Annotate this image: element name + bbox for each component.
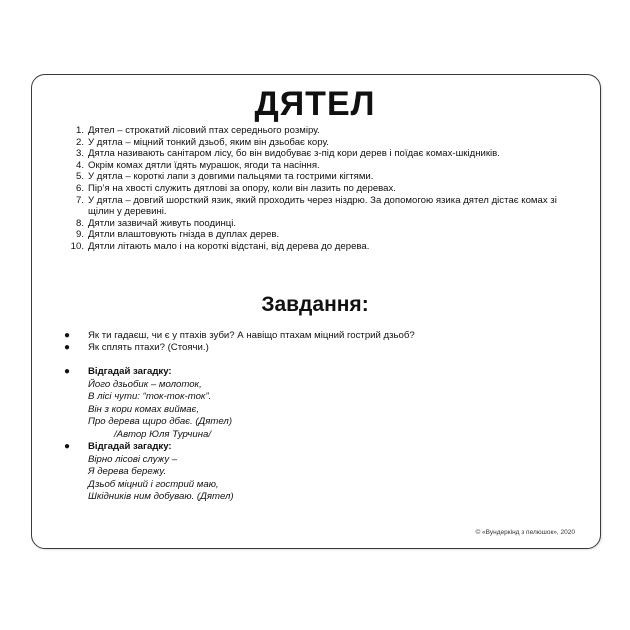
riddle-line: Він з кори комах виймає, (88, 403, 200, 415)
bullet-icon: ● (63, 330, 71, 341)
item-text: У дятла – довгий шорсткий язик, який проходить через ніздрю. За допомогою язика дятел дістає комах зі щілин у деревині. (88, 194, 557, 218)
riddle-line: Шкідників ним добуваю. (Дятел) (88, 491, 234, 503)
item-text: Дятли літають мало і на короткі відстані, від дерева до дерева. (88, 240, 370, 252)
question-item (62, 330, 542, 342)
item-text: Окрім комах дятли їдять мурашок, ягоди та насіння. (88, 159, 320, 171)
question-item (62, 342, 542, 354)
item-number: 9. (75, 229, 84, 241)
riddle-heading (62, 366, 382, 379)
riddle-line: Я дерева бережу. (88, 466, 167, 478)
riddle-line: Його дзьобик – молоток, (88, 378, 202, 390)
question-text: Як сплять птахи? (Стоячи.) (88, 342, 209, 353)
item-text: Дятла називають санітаром лісу, бо він видобуває з-під кори дерев і поїдає комах-шкідників. (88, 148, 500, 160)
list-item (62, 195, 562, 218)
riddle-author: /Автор Юля Турчина/ (114, 428, 212, 440)
page-title: ДЯТЕЛ (254, 85, 376, 123)
riddle-heading-text: Відгадай загадку: (88, 441, 172, 452)
bullet-icon: ● (63, 441, 71, 452)
riddle-heading (62, 441, 382, 454)
tasks-heading: Завдання: (261, 293, 369, 316)
questions-list (62, 330, 542, 354)
riddle-line: Про дерева щиро дбає. (Дятел) (88, 416, 233, 428)
list-item (62, 229, 562, 241)
bullet-icon: ● (63, 342, 71, 353)
list-item (62, 160, 562, 172)
item-text: Пір’я на хвості служить дятлові за опору, коли він лазить по деревах. (88, 182, 396, 194)
riddle-line: Дзьоб міцний і гострий маю, (88, 478, 219, 490)
item-text: Дятли зазвичай живуть поодинці. (88, 217, 237, 229)
item-text: У дятла – короткі лапи з довгими пальцями та гострими кігтями. (88, 171, 374, 183)
riddle-block (62, 441, 382, 504)
item-number: 6. (75, 182, 84, 194)
list-item (62, 137, 562, 149)
riddle-line: Вірно лісові служу – (88, 453, 178, 465)
bullet-icon: ● (63, 366, 71, 377)
item-number: 4. (75, 159, 84, 171)
riddle-block (62, 366, 382, 442)
list-item (62, 183, 562, 195)
riddle-line: В лісі чути: “ток-ток-ток”. (88, 391, 212, 403)
list-item (62, 218, 562, 230)
item-number: 2. (75, 136, 84, 148)
list-item (62, 125, 562, 137)
riddle-heading-text: Відгадай загадку: (88, 366, 172, 377)
list-item (62, 148, 562, 160)
item-number: 5. (75, 171, 84, 183)
question-text: Як ти гадаєш, чи є у птахів зуби? А навіщо птахам міцний гострий дзьоб? (88, 330, 415, 341)
list-item (62, 241, 562, 253)
facts-list (62, 125, 562, 253)
item-number: 10. (70, 240, 84, 252)
list-item (62, 171, 562, 183)
item-number: 3. (75, 148, 84, 160)
item-text: Дятел – строкатий лісовий птах середнього розміру. (88, 125, 320, 136)
item-number: 8. (75, 217, 84, 229)
item-text: Дятли влаштовують гнізда в дуплах дерев. (88, 229, 280, 241)
item-number: 1. (75, 125, 84, 136)
item-text: У дятла – міцний тонкий дзьоб, яким він дзьобає кору. (88, 136, 329, 148)
item-number: 7. (75, 194, 84, 206)
copyright-footer: © «Вундеркінд з пелюшок», 2020 (475, 529, 575, 536)
